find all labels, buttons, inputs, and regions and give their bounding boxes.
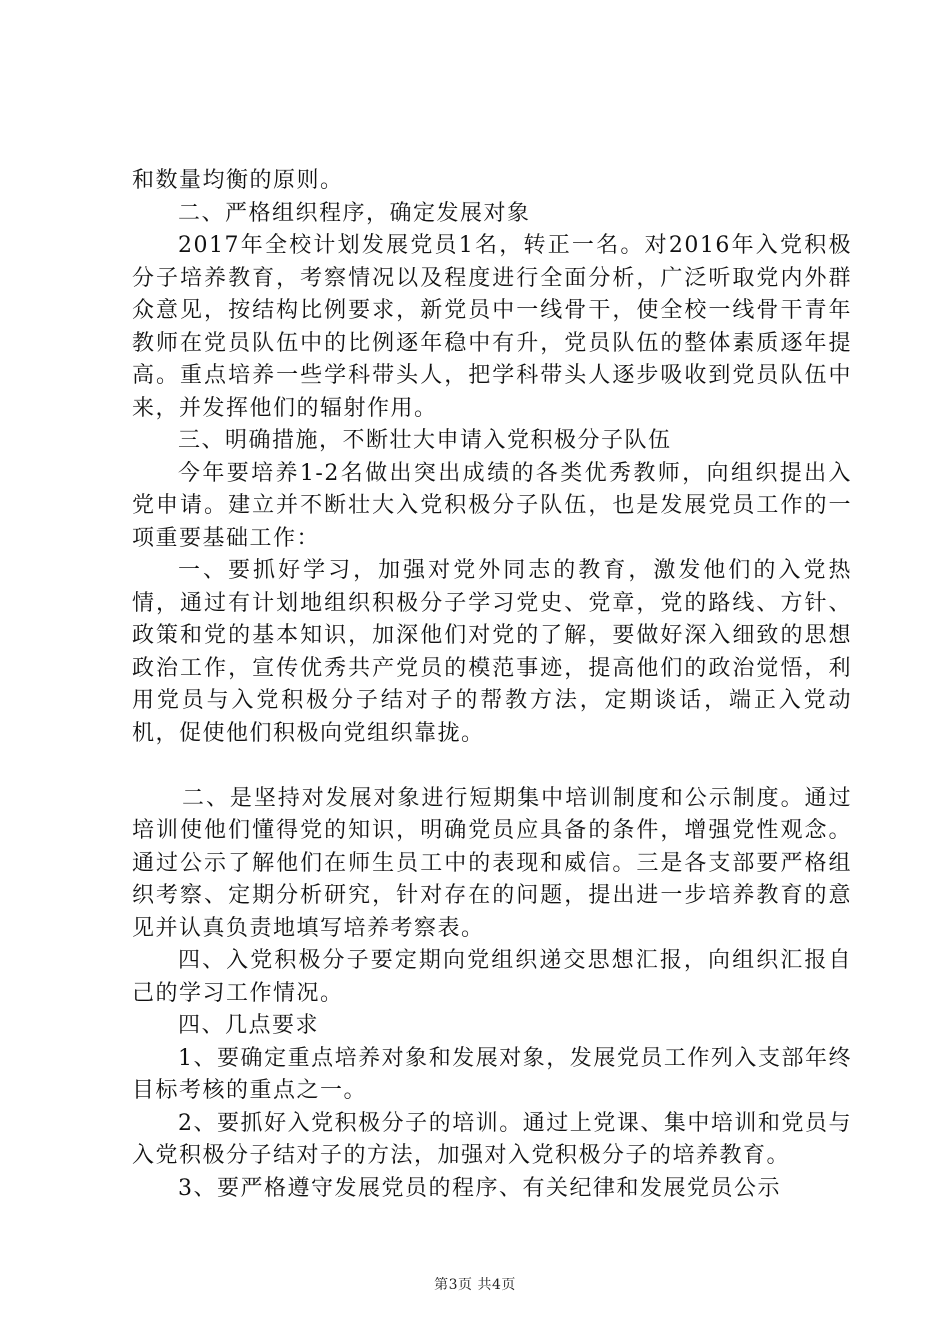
page-number-footer: 第3页 共4页 xyxy=(434,1277,516,1293)
requirement-3: 3、要严格遵守发展党员的程序、有关纪律和发展党员公示 xyxy=(178,1175,781,1201)
requirement-1: 1、要确定重点培养对象和发展对象，发展党员工作列入支部年终目标考核的重点之一。 xyxy=(132,1045,852,1103)
document-body xyxy=(132,165,852,1205)
section-heading-3: 三、明确措施，不断壮大申请入党积极分子队伍 xyxy=(178,428,672,453)
paragraph-plan: 2017年全校计划发展党员1名，转正一名。对2016年入党积极分子培养教育，考察情况以及程度进行全面分析，广泛听取党内外群众意见，按结构比例要求，新党员中一线骨干，使全校一线骨干青年教师在党员队伍中的比例逐年稳中有升，党员队伍的整体素质逐年提高。重点培养一些学科带头人，把学科带头人逐步吸收到党员队伍中来，并发挥他们的辐射作用。 xyxy=(132,233,852,421)
requirement-2: 2、要抓好入党积极分子的培训。通过上党课、集中培训和党员与入党积极分子结对子的方法，加强对入党积极分子的培养教育。 xyxy=(132,1110,852,1168)
paragraph-report: 四、入党积极分子要定期向党组织递交思想汇报，向组织汇报自己的学习工作情况。 xyxy=(132,948,852,1006)
paragraph-study: 一、要抓好学习，加强对党外同志的教育，激发他们的入党热情，通过有计划地组织积极分子学习党史、党章，党的路线、方针、政策和党的基本知识，加深他们对党的了解，要做好深入细致的思想政治工作，宣传优秀共产党员的模范事迹，提高他们的政治觉悟，利用党员与入党积极分子结对子的帮教方法，定期谈话，端正入党动机，促使他们积极向党组织靠拢。 xyxy=(132,558,852,746)
paragraph-gap xyxy=(132,750,852,783)
paragraph-this-year: 今年要培养1-2名做出突出成绩的各类优秀教师，向组织提出入党申请。建立并不断壮大入党积极分子队伍，也是发展党员工作的一项重要基础工作： xyxy=(132,460,852,551)
section-heading-4: 四、几点要求 xyxy=(178,1013,320,1038)
section-heading-2: 二、严格组织程序，确定发展对象 xyxy=(178,200,531,226)
paragraph-continuation: 和数量均衡的原则。 xyxy=(132,168,344,193)
paragraph-training: 二、是坚持对发展对象进行短期集中培训制度和公示制度。通过培训使他们懂得党的知识，明确党员应具备的条件，增强党性观念。通过公示了解他们在师生员工中的表现和威信。三是各支部要严格组织考察、定期分析研究，针对存在的问题，提出进一步培养教育的意见并认真负责地填写培养考察表。 xyxy=(132,785,852,941)
